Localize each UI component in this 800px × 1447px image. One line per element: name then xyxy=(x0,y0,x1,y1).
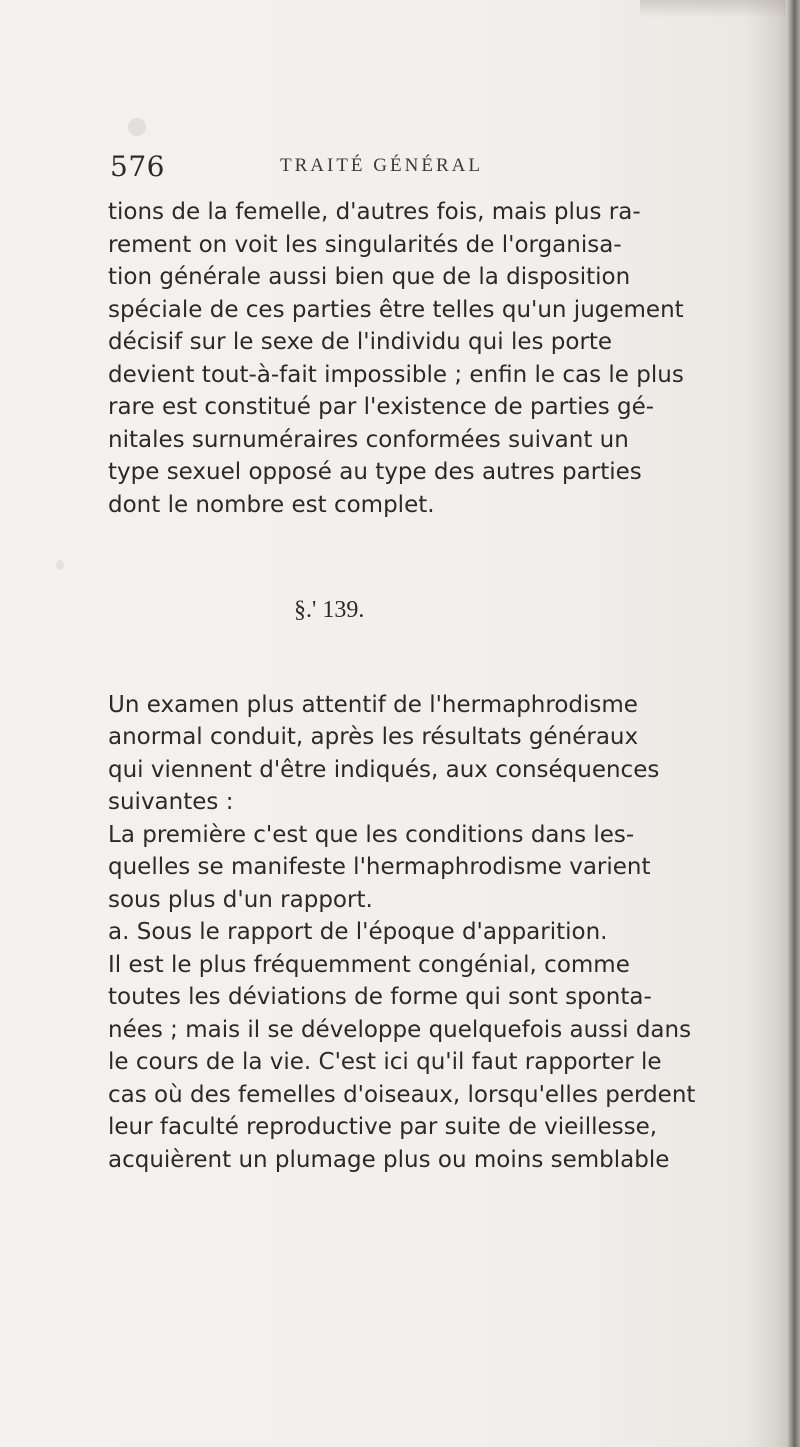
text-line: a. Sous le rapport de l'époque d'apparition. xyxy=(108,919,608,945)
paper-stain xyxy=(56,560,64,570)
text-line: acquièrent un plumage plus ou moins semblable xyxy=(108,1146,670,1173)
text-line: Il est le plus fréquemment congénial, comme xyxy=(108,951,630,978)
spacer xyxy=(108,627,778,689)
text-line: toutes les déviations de forme qui sont sponta- xyxy=(108,984,652,1010)
page-number: 576 xyxy=(110,150,165,183)
text-line: suivantes : xyxy=(108,789,234,815)
text-line: sous plus d'un rapport. xyxy=(108,886,373,913)
page-binding-edge xyxy=(786,0,800,1447)
text-line: leur faculté reproductive par suite de vieillesse, xyxy=(108,1114,658,1140)
page-header xyxy=(110,150,750,190)
text-line: dont le nombre est complet. xyxy=(108,491,435,518)
page-body xyxy=(108,196,778,1176)
paper-stain xyxy=(128,118,146,136)
text-line: nées ; mais il se développe quelquefois aussi dans xyxy=(108,1016,692,1043)
paragraph-2 xyxy=(108,689,778,1177)
text-line: qui viennent d'être indiqués, aux conséquences xyxy=(108,756,660,783)
spacer xyxy=(108,521,778,594)
text-line: spéciale de ces parties être telles qu'un jugement xyxy=(108,296,684,323)
page-edge-shadow xyxy=(640,0,800,18)
text-line: type sexuel opposé au type des autres parties xyxy=(108,459,642,485)
text-line: tions de la femelle, d'autres fois, mais plus ra- xyxy=(108,199,641,225)
text-line: nitales surnuméraires conformées suivant un xyxy=(108,426,629,453)
text-line: tion générale aussi bien que de la disposition xyxy=(108,264,631,290)
text-line: devient tout-à-fait impossible ; enfin le cas le plus xyxy=(108,361,684,388)
text-line: La première c'est que les conditions dans les- xyxy=(108,821,635,848)
section-heading: §.' 139. xyxy=(294,597,365,623)
text-line: rare est constitué par l'existence de parties gé- xyxy=(108,394,655,420)
text-line: rement on voit les singularités de l'organisa- xyxy=(108,231,622,258)
paragraph-1 xyxy=(108,196,778,521)
text-line: décisif sur le sexe de l'individu qui les porte xyxy=(108,329,613,355)
text-line: anormal conduit, après les résultats généraux xyxy=(108,724,639,750)
running-head: TRAITÉ GÉNÉRAL xyxy=(280,155,483,176)
text-line: le cours de la vie. C'est ici qu'il faut rapporter le xyxy=(108,1049,662,1075)
text-line: cas où des femelles d'oiseaux, lorsqu'elles perdent xyxy=(108,1081,696,1108)
text-line: Un examen plus attentif de l'hermaphrodisme xyxy=(108,691,638,718)
text-line: quelles se manifeste l'hermaphrodisme varient xyxy=(108,854,651,880)
